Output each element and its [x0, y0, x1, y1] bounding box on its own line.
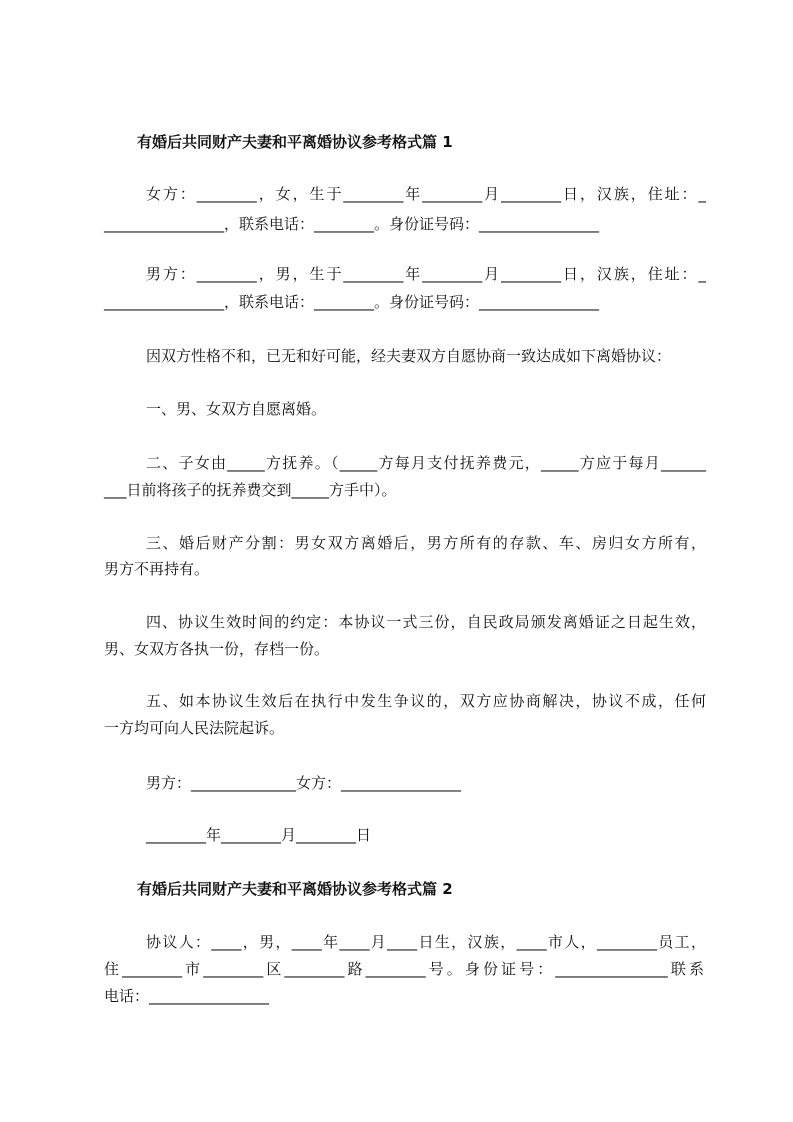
intro-paragraph: 因双方性格不和，已无和好可能，经夫妻双方自愿协商一致达成如下离婚协议： [146, 347, 672, 365]
section-1-title: 有婚后共同财产夫妻和平离婚协议参考格式篇 1 [137, 133, 453, 151]
clause-5-line-1: 五、如本协议生效后在执行中发生争议的，双方应协商解决，协议不成，任何 [146, 692, 706, 710]
clause-3-line-2: 男方不再持有。 [104, 560, 210, 578]
clause-1: 一、男、女双方自愿离婚。 [146, 400, 327, 418]
clause-4-line-1: 四、协议生效时间的约定：本协议一式三份，自民政局颁发离婚证之日起生效， [146, 613, 706, 631]
date-line: ________年________月________日 [146, 826, 372, 844]
male-info-line-1: 男方：________，男，生于________年________月________日，汉族，住址：_ [146, 265, 706, 283]
clause-4-line-2: 男、女双方各执一份，存档一份。 [104, 640, 330, 658]
male-info-line-2: ________________，联系电话：________。身份证号码：________________ [104, 293, 600, 311]
section-2-title: 有婚后共同财产夫妻和平离婚协议参考格式篇 2 [137, 880, 453, 898]
clause-5-line-2: 一方均可向人民法院起诉。 [104, 719, 285, 737]
female-info-line-2: ________________，联系电话：________。身份证号码：________________ [104, 215, 600, 233]
clause-2-line-1: 二、子女由_____方抚养。（_____方每月支付抚养费元，_____方应于每月______ [146, 454, 706, 472]
signature-line: 男方：______________女方：________________ [146, 774, 462, 792]
female-info-line-1: 女方：________，女，生于________年________月________日，汉族，住址：_ [146, 185, 706, 203]
party-info-line-3: 电话：________________ [104, 987, 270, 1005]
clause-3-line-1: 三、婚后财产分割：男女双方离婚后，男方所有的存款、车、房归女方所有， [146, 534, 706, 552]
clause-2-line-2: ___日前将孩子的抚养费交到_____方手中）。 [104, 481, 397, 499]
party-info-line-1: 协议人：____，男，____年____月____日生，汉族，____市人，________员工， [146, 933, 706, 951]
party-info-line-2: 住________市________区________路________号。身份证号：_______________联系 [104, 960, 704, 978]
